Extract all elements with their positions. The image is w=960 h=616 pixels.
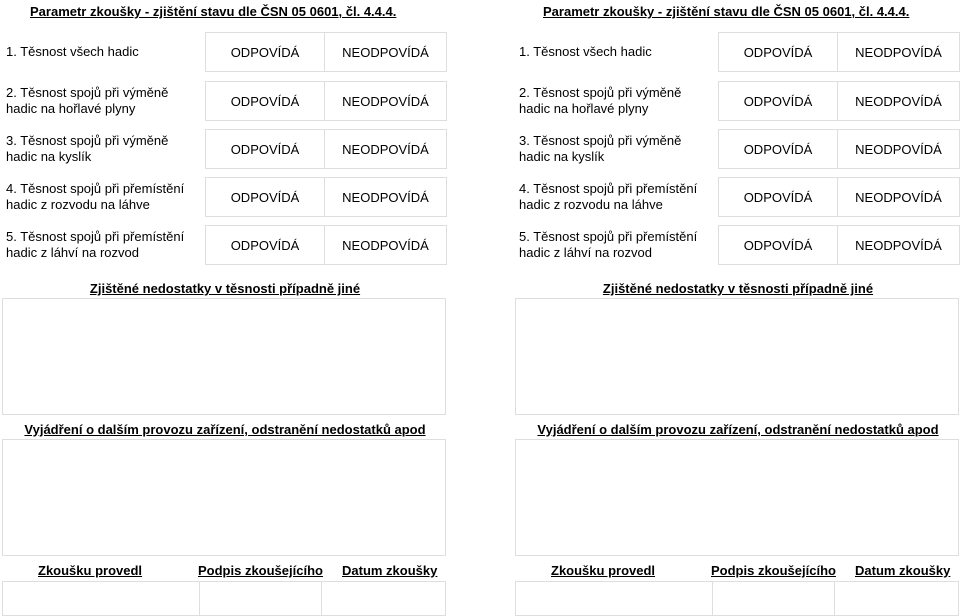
- signature-field[interactable]: [712, 581, 835, 616]
- date-label: Datum zkoušky: [342, 563, 438, 578]
- form-title: Parametr zkoušky - zjištění stavu dle ČSN 05 0601, čl. 4.4.4.: [30, 4, 397, 19]
- row-label: 5. Těsnost spojů při přemístění hadic z láhví na rozvod: [6, 229, 185, 260]
- defects-textarea[interactable]: [2, 298, 446, 415]
- option-odpovida[interactable]: ODPOVÍDÁ: [718, 225, 838, 265]
- option-odpovida[interactable]: ODPOVÍDÁ: [205, 81, 325, 121]
- row-label: 4. Těsnost spojů při přemístění hadic z rozvodu na láhve: [6, 181, 185, 212]
- row-label: 2. Těsnost spojů při výměně hadic na hořlavé plyny: [519, 85, 682, 116]
- option-odpovida[interactable]: ODPOVÍDÁ: [205, 32, 325, 72]
- option-odpovida[interactable]: ODPOVÍDÁ: [205, 177, 325, 217]
- defects-title: Zjištěné nedostatky v těsnosti případně jiné: [89, 281, 361, 296]
- statement-textarea[interactable]: [515, 439, 959, 556]
- date-label: Datum zkoušky: [855, 563, 951, 578]
- option-odpovida[interactable]: ODPOVÍDÁ: [718, 177, 838, 217]
- row-label: 3. Těsnost spojů při výměně hadic na kyslík: [519, 133, 682, 164]
- option-odpovida[interactable]: ODPOVÍDÁ: [718, 129, 838, 169]
- defects-title: Zjištěné nedostatky v těsnosti případně jiné: [602, 281, 874, 296]
- signature-label: Podpis zkoušejícího: [711, 563, 836, 578]
- test-row-4: [0, 177, 450, 217]
- defects-textarea[interactable]: [515, 298, 959, 415]
- statement-title: Vyjádření o dalším provozu zařízení, odstranění nedostatků apod: [24, 422, 426, 437]
- signature-field[interactable]: [199, 581, 322, 616]
- option-neodpovida[interactable]: NEODPOVÍDÁ: [324, 32, 447, 72]
- test-row-1: [513, 32, 960, 72]
- test-form-left: [0, 0, 450, 616]
- date-field[interactable]: [834, 581, 959, 616]
- option-odpovida[interactable]: ODPOVÍDÁ: [718, 81, 838, 121]
- option-neodpovida[interactable]: NEODPOVÍDÁ: [837, 81, 960, 121]
- test-form-right: [513, 0, 960, 616]
- test-row-2: [513, 81, 960, 121]
- test-row-5: [0, 225, 450, 265]
- performed-by-field[interactable]: [2, 581, 200, 616]
- option-neodpovida[interactable]: NEODPOVÍDÁ: [324, 177, 447, 217]
- performed-by-label: Zkoušku provedl: [38, 563, 143, 578]
- option-odpovida[interactable]: ODPOVÍDÁ: [718, 32, 838, 72]
- form-title: Parametr zkoušky - zjištění stavu dle ČSN 05 0601, čl. 4.4.4.: [543, 4, 910, 19]
- statement-title: Vyjádření o dalším provozu zařízení, odstranění nedostatků apod: [537, 422, 939, 437]
- test-row-2: [0, 81, 450, 121]
- test-row-3: [513, 129, 960, 169]
- performed-by-field[interactable]: [515, 581, 713, 616]
- option-neodpovida[interactable]: NEODPOVÍDÁ: [837, 129, 960, 169]
- option-neodpovida[interactable]: NEODPOVÍDÁ: [837, 32, 960, 72]
- statement-textarea[interactable]: [2, 439, 446, 556]
- row-label: 2. Těsnost spojů při výměně hadic na hořlavé plyny: [6, 85, 169, 116]
- test-row-4: [513, 177, 960, 217]
- date-field[interactable]: [321, 581, 446, 616]
- row-label: 3. Těsnost spojů při výměně hadic na kyslík: [6, 133, 169, 164]
- row-label: 4. Těsnost spojů při přemístění hadic z rozvodu na láhve: [519, 181, 698, 212]
- option-odpovida[interactable]: ODPOVÍDÁ: [205, 129, 325, 169]
- test-row-3: [0, 129, 450, 169]
- option-odpovida[interactable]: ODPOVÍDÁ: [205, 225, 325, 265]
- test-row-5: [513, 225, 960, 265]
- option-neodpovida[interactable]: NEODPOVÍDÁ: [837, 225, 960, 265]
- option-neodpovida[interactable]: NEODPOVÍDÁ: [324, 81, 447, 121]
- row-label: 1. Těsnost všech hadic: [519, 44, 652, 59]
- performed-by-label: Zkoušku provedl: [551, 563, 656, 578]
- option-neodpovida[interactable]: NEODPOVÍDÁ: [837, 177, 960, 217]
- test-row-1: [0, 32, 450, 72]
- option-neodpovida[interactable]: NEODPOVÍDÁ: [324, 225, 447, 265]
- row-label: 5. Těsnost spojů při přemístění hadic z láhví na rozvod: [519, 229, 698, 260]
- row-label: 1. Těsnost všech hadic: [6, 44, 139, 59]
- signature-label: Podpis zkoušejícího: [198, 563, 323, 578]
- option-neodpovida[interactable]: NEODPOVÍDÁ: [324, 129, 447, 169]
